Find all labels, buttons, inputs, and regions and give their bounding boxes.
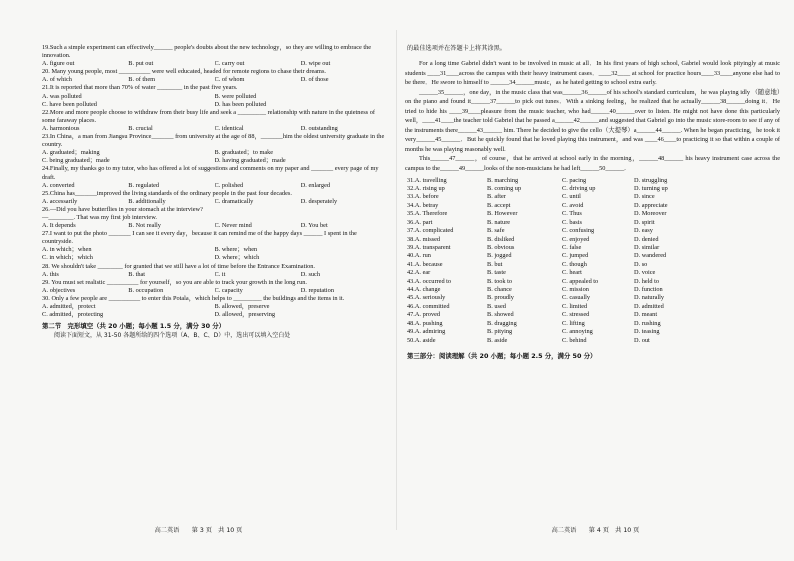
- question-stem: 22.More and more people choose to withdraw from their busy life and seek a _________ relationship with nature in the quietness of some faraway places.: [42, 108, 375, 124]
- question-stem: —________. That was my first job interview.: [42, 213, 157, 221]
- answer-option: B. where；when: [214, 246, 258, 254]
- cloze-option: B. accept: [487, 201, 511, 209]
- cloze-option: B. coming up: [487, 184, 522, 192]
- answer-option: C. admitted，protecting: [42, 311, 104, 319]
- cloze-option: C. basis: [562, 218, 582, 226]
- answer-option: A. this: [42, 270, 59, 278]
- answer-option: B. Not really: [128, 222, 161, 230]
- cloze-option: C. jumped: [562, 252, 589, 260]
- answer-option: D. desperately: [300, 197, 338, 205]
- cloze-option-row: [405, 177, 780, 185]
- cloze-option-row: [405, 219, 780, 227]
- answer-option: D. where；which: [214, 254, 260, 262]
- cloze-option: D. so: [634, 260, 648, 268]
- answer-option: D. reputation: [300, 286, 334, 294]
- answer-option: B. occupation: [128, 286, 164, 294]
- cloze-option-row: [405, 227, 780, 235]
- question-stem: 20. Many young people, most __________ were well educated, headed for remote regions to chase their dreams.: [42, 68, 326, 76]
- cloze-option-row: [405, 202, 780, 210]
- cloze-option: 49.A. admiring: [407, 328, 446, 336]
- question-stem: 25.China has_______improved the living standards of the ordinary people in the past four decades.: [42, 189, 292, 197]
- cloze-option: C. stressed: [562, 311, 590, 319]
- answer-option: A. of which: [42, 76, 72, 84]
- cloze-option-row: [405, 311, 780, 319]
- cloze-option: C. appealed to: [562, 277, 599, 285]
- answer-option: B. were polluted: [214, 92, 257, 100]
- answer-option: D. allowed，preserving: [214, 311, 276, 319]
- passage-paragraph: For a long time Gabriel didn't want to be involved in music at all．In his first years of high school, Gabriel would look pityingly at music students ____31____across the campus with their heavy instrument cases．____32____ at school for practice hours____33____anyone else had to be there．He swore to himself to ______34______music，as he hated getting to school extra early.: [405, 60, 780, 87]
- question-options: [42, 76, 387, 84]
- question-list: [42, 44, 387, 319]
- cloze-option: 38.A. missed: [407, 235, 441, 243]
- cloze-option: C. mission: [562, 286, 589, 294]
- answer-option: D. wipe out: [300, 60, 331, 68]
- section3-heading: 第三部分：阅读理解（共 20 小题；每小题 2.5 分，满分 50 分）: [407, 352, 597, 360]
- answer-option: C. identical: [214, 124, 244, 132]
- page-footer-right: 高二英语 第 4 页 共 10 页: [551, 527, 640, 534]
- cloze-option-row: [405, 244, 780, 252]
- cloze-option-row: [405, 328, 780, 336]
- question-options: [42, 149, 387, 165]
- question-options: [42, 60, 387, 68]
- cloze-option: C. limited: [562, 302, 588, 310]
- question-stem: 21.It is reported that more than 70% of water ________ in the past five years.: [42, 84, 238, 92]
- question-stem: 30. Only a few people are __________ to enter this Potala，which helps to _________ the buildings and the items in it.: [42, 294, 345, 302]
- cloze-option: B. showed: [487, 311, 514, 319]
- cloze-option: C. enjoyed: [562, 235, 590, 243]
- cloze-option: C. until: [562, 193, 581, 201]
- answer-option: C. dramatically: [214, 197, 254, 205]
- answer-option: B. additionally: [128, 197, 166, 205]
- cloze-option-row: [405, 193, 780, 201]
- answer-option: C. it: [214, 270, 226, 278]
- cloze-option-row: [405, 261, 780, 269]
- cloze-option: B. disliked: [487, 235, 515, 243]
- cloze-option: 31.A. travelling: [407, 176, 447, 184]
- cloze-option: B. jogged: [487, 252, 512, 260]
- cloze-option: D. admitted: [634, 302, 664, 310]
- cloze-option-row: [405, 286, 780, 294]
- answer-option: D. has been polluted: [214, 100, 267, 108]
- cloze-option-row: [405, 252, 780, 260]
- answer-option: D. outstanding: [300, 124, 338, 132]
- exam-page-4: [397, 0, 794, 561]
- cloze-option: C. false: [562, 243, 582, 251]
- cloze-option: B. However: [487, 210, 518, 218]
- cloze-option: 35.A. Therefore: [407, 210, 448, 218]
- cloze-option: 45.A. seriously: [407, 294, 446, 302]
- answer-option: A. in which；when: [42, 246, 92, 254]
- section2-instruction: 阅读下面短文，从 31-50 各题所给的四个选项（A、B、C、D）中，选出可以填入空白处: [54, 332, 291, 340]
- cloze-option: D. held to: [634, 277, 660, 285]
- cloze-option: B. marching: [487, 176, 519, 184]
- cloze-option: B. nature: [487, 218, 511, 226]
- cloze-option: 43.A. occurred to: [407, 277, 452, 285]
- question-options: [42, 93, 387, 109]
- cloze-option: C. though: [562, 260, 587, 268]
- answer-option: D. having graduated；made: [214, 157, 286, 165]
- cloze-option: B. used: [487, 302, 506, 310]
- answer-option: C. of whom: [214, 76, 245, 84]
- cloze-option: B. pitying: [487, 328, 513, 336]
- question-options: [42, 198, 387, 206]
- cloze-option: D. since: [634, 193, 655, 201]
- answer-option: B. of them: [128, 76, 156, 84]
- cloze-option-row: [405, 337, 780, 345]
- answer-option: A. graduated；making: [42, 149, 100, 157]
- cloze-option: D. out: [634, 336, 650, 344]
- answer-option: C. carry out: [214, 60, 245, 68]
- question-options: [42, 182, 387, 190]
- cloze-option: D. rushing: [634, 319, 661, 327]
- answer-option: A. accessarily: [42, 197, 78, 205]
- cloze-option: 42.A. ear: [407, 269, 431, 277]
- cloze-option-row: [405, 210, 780, 218]
- answer-option: A. converted: [42, 181, 75, 189]
- answer-option: C. capacity: [214, 286, 243, 294]
- answer-option: B. graduated；to make: [214, 149, 274, 157]
- question-options: [42, 287, 387, 295]
- answer-option: A. was polluted: [42, 92, 82, 100]
- cloze-option: D. struggling: [634, 176, 668, 184]
- cloze-option: C. lifting: [562, 319, 585, 327]
- answer-option: D. such: [300, 270, 320, 278]
- answer-option: D. of those: [300, 76, 329, 84]
- cloze-option: D. voice: [634, 269, 656, 277]
- answer-option: C. Never mind: [214, 222, 252, 230]
- answer-option: D. You bet: [300, 222, 328, 230]
- page-footer-left: 高二英语 第 3 页 共 10 页: [154, 527, 243, 534]
- cloze-option: B. taste: [487, 269, 506, 277]
- cloze-option: C. Thus: [562, 210, 582, 218]
- answer-option: C. being graduated；made: [42, 157, 110, 165]
- cloze-option: 46.A. committed: [407, 302, 450, 310]
- question-stem: 23.In China，a man from Jiangsu Province_______ from university at the age of 88，_______him the oldest university graduate in the country.: [42, 133, 385, 149]
- section2-heading: 第二节 完形填空（共 20 小题；每小题 1.5 分，满分 30 分）: [42, 322, 226, 331]
- cloze-option: D. teasing: [634, 328, 660, 336]
- question-stem: 26.—Did you have butterflies in your stomach at the interview?: [42, 205, 203, 213]
- answer-option: A. figure out: [42, 60, 75, 68]
- cloze-option: 39.A. transparent: [407, 243, 451, 251]
- cloze-option: D. wandered: [634, 252, 667, 260]
- answer-option: B. put out: [128, 60, 154, 68]
- cloze-option: 32.A. rising up: [407, 184, 445, 192]
- cloze-option: 48.A. pushing: [407, 319, 443, 327]
- cloze-options: [405, 177, 780, 345]
- answer-option: C. polished: [214, 181, 244, 189]
- cloze-option: 40.A. run: [407, 252, 431, 260]
- answer-option: B. crucial: [128, 124, 153, 132]
- answer-option: A. objectives: [42, 286, 76, 294]
- question-stem: 27.I want to put the photo _______ I can see it every day，because it can remind me of the happy days ______ I spent in the countryside.: [42, 230, 357, 246]
- cloze-option: 36.A. part: [407, 218, 433, 226]
- answer-option: D. enlarged: [300, 181, 331, 189]
- cloze-option: C. behind: [562, 336, 587, 344]
- cloze-option: 37.A. complicated: [407, 227, 454, 235]
- cloze-option: 34.A. betray: [407, 201, 439, 209]
- cloze-option: 50.A. aside: [407, 336, 436, 344]
- cloze-option: B. chance: [487, 286, 512, 294]
- answer-option: A. admitted，protect: [42, 303, 96, 310]
- cloze-option: C. heart: [562, 269, 582, 277]
- cloze-option: D. spirit: [634, 218, 655, 226]
- cloze-option-row: [405, 278, 780, 286]
- cloze-option: D. easy: [634, 227, 653, 235]
- cloze-option: B. dragging: [487, 319, 517, 327]
- question-stem: 29. You must set realistic __________ for yourself，so you are able to track your growth in the long run.: [42, 278, 307, 286]
- cloze-option: 47.A. proved: [407, 311, 441, 319]
- cloze-option: C. confusing: [562, 227, 595, 235]
- answer-option: B. allowed，preserve: [214, 303, 270, 310]
- cloze-option: D. naturally: [634, 294, 665, 302]
- cloze-option-row: [405, 185, 780, 193]
- question-options: [42, 246, 387, 262]
- cloze-option: B. proudly: [487, 294, 514, 302]
- answer-option: A. harmonious: [42, 124, 80, 132]
- cloze-option: D. function: [634, 286, 663, 294]
- cloze-option: C. avoid: [562, 201, 584, 209]
- question-options: [42, 222, 387, 230]
- cloze-option: D. denied: [634, 235, 659, 243]
- answer-option: B. that: [128, 270, 146, 278]
- answer-option: A. It depends: [42, 222, 76, 230]
- cloze-option: D. meant: [634, 311, 658, 319]
- answer-option: C. have been polluted: [42, 100, 97, 108]
- cloze-option: D. turning up: [634, 184, 668, 192]
- cloze-option-row: [405, 269, 780, 277]
- cloze-option: D. appreciate: [634, 201, 668, 209]
- question-options: [42, 125, 387, 133]
- cloze-option: D. Moreover: [634, 210, 667, 218]
- passage-paragraph: This______47______，of course，that he arrived at school early in the morning，______48______ his heavy instrument case across the campus to the______49______looks of the non-musicians he had left______50______.: [405, 155, 780, 173]
- answer-option: C. in which；which: [42, 254, 93, 262]
- cloze-option: B. after: [487, 193, 506, 201]
- question-stem: 28. We shouldn't take ________ for granted that we still have a lot of time before the Entrance Examination.: [42, 262, 315, 270]
- cloze-option: B. obvious: [487, 243, 515, 251]
- question-stem: 24.Finally, my thanks go to my tutor, who has offered a lot of suggestions and comments on my paper and _______ every page of my draft.: [42, 165, 379, 181]
- question-options: [42, 303, 387, 319]
- cloze-option: B. safe: [487, 227, 505, 235]
- cloze-option: B. took to: [487, 277, 513, 285]
- answer-option: B. regulated: [128, 181, 160, 189]
- cloze-option: 44.A. change: [407, 286, 441, 294]
- cloze-option-row: [405, 320, 780, 328]
- cloze-option: C. pacing: [562, 176, 587, 184]
- cloze-option: C. annoying: [562, 328, 593, 336]
- cloze-option: B. but: [487, 260, 503, 268]
- cloze-option: 41.A. because: [407, 260, 443, 268]
- continued-instruction: 的最佳选项并在答题卡上将其涂黑。: [407, 45, 506, 52]
- cloze-option-row: [405, 236, 780, 244]
- cloze-passage: [405, 59, 780, 174]
- question-options: [42, 271, 387, 279]
- cloze-option-row: [405, 294, 780, 302]
- cloze-option-row: [405, 303, 780, 311]
- cloze-option: D. similar: [634, 243, 660, 251]
- question-stem: 19.Such a simple experiment can effectively______ people's doubts about the new technology，so they are willing to embrace the innovation.: [42, 44, 372, 60]
- cloze-option: B. aside: [487, 336, 508, 344]
- cloze-option: C. driving up: [562, 184, 596, 192]
- cloze-option: C. casually: [562, 294, 590, 302]
- passage-paragraph: ______35______，one day，in the music class that was______36______of his school's standard curriculum，he was playing idly （随意地）on the piano and found it______37______to pick out tunes．With a sinking feeling，he realized that he actually______38______doing it．He tried to hide his ____39____pleasure from the music teacher, who had______40______over to listen. He might not have done this particularly well，____41____the teacher told Gabriel that he passed a______42______and suggested that Gabriel go into the music store-room to see if any of the instruments there______43______ him. There he decided to give the cello（大提琴）a______44______. When he began practicing，he took it very______45______．But he quickly found that he loved playing this instrument，and was ____46____to practicing it so that within a couple of months he was playing reasonably well.: [405, 88, 780, 153]
- cloze-option: 33.A. before: [407, 193, 439, 201]
